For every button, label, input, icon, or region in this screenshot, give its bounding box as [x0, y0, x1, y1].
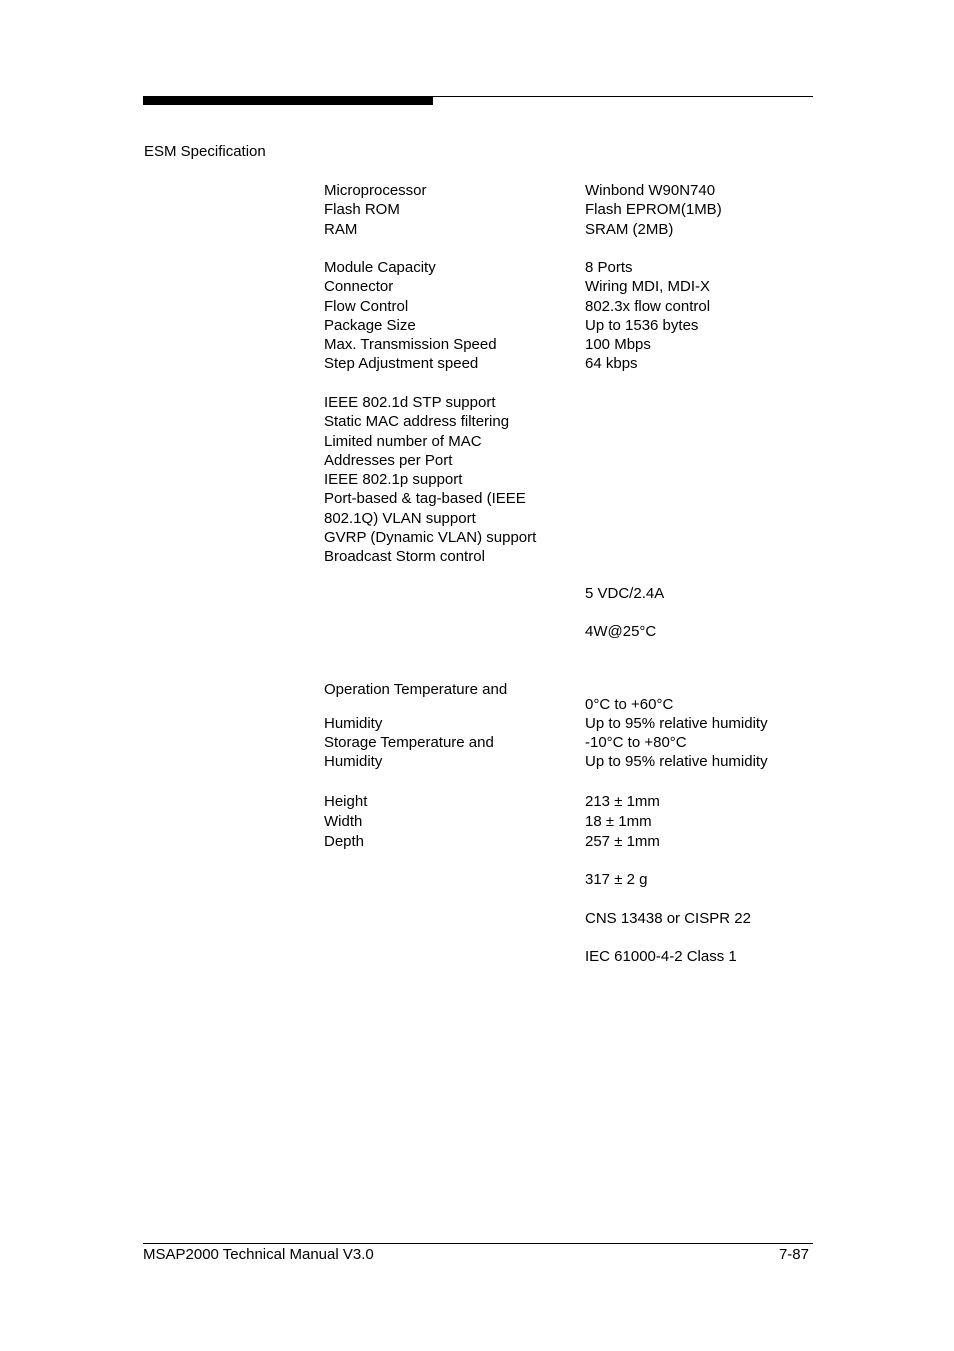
spec-value: Flash EPROM(1MB) [585, 201, 722, 219]
spec-value: 802.3x flow control [585, 297, 711, 315]
footer-rule [143, 1243, 813, 1244]
spec-label: Microprocessor [324, 182, 427, 199]
spec-label: Height [324, 793, 368, 810]
feature-item: GVRP (Dynamic VLAN) support [324, 529, 537, 547]
weight-value: 317 ± 2 g [585, 871, 648, 888]
spec-value: 64 kbps [585, 355, 638, 373]
emi-value: CNS 13438 or CISPR 22 [585, 910, 751, 927]
esd-value: IEC 61000-4-2 Class 1 [585, 948, 737, 965]
spec-value: Up to 1536 bytes [585, 316, 699, 334]
spec-value: 213 ± 1mm [585, 793, 660, 810]
feature-item: Broadcast Storm control [324, 548, 485, 566]
spec-value: 257 ± 1mm [585, 833, 660, 850]
hardware-values [585, 181, 722, 239]
storage-humidity-label: Humidity [324, 753, 383, 770]
dimension-labels [324, 792, 367, 852]
power-input: 5 VDC/2.4A [585, 585, 665, 602]
operation-temp-value: 0°C to +60°C [585, 696, 674, 713]
operation-temp-label: Operation Temperature and [324, 681, 508, 698]
feature-item: Limited number of MAC [324, 432, 482, 450]
ports-labels [324, 258, 497, 374]
feature-item: Addresses per Port [324, 451, 453, 469]
page-number: 7-87 [778, 1246, 809, 1263]
spec-value: Wiring MDI, MDI-X [585, 278, 710, 296]
storage-temp-label: Storage Temperature and [324, 734, 494, 751]
storage-temp-value: -10°C to +80°C [585, 734, 687, 751]
spec-label: Max. Transmission Speed [324, 336, 497, 354]
section-title: ESM Specification [144, 143, 266, 160]
feature-item: IEEE 802.1d STP support [324, 394, 496, 411]
spec-label: Connector [324, 278, 394, 296]
spec-value: 18 ± 1mm [585, 813, 652, 830]
hardware-labels [324, 181, 427, 239]
feature-item: 802.1Q) VLAN support [324, 509, 476, 527]
spec-value: 8 Ports [585, 259, 633, 276]
spec-label: Flash ROM [324, 201, 400, 219]
spec-label: Width [324, 813, 363, 830]
feature-item: Static MAC address filtering [324, 413, 510, 431]
spec-label: Step Adjustment speed [324, 355, 479, 373]
spec-label: Module Capacity [324, 259, 436, 276]
operation-humidity-label: Humidity [324, 715, 383, 732]
spec-label: RAM [324, 220, 358, 238]
features-list [324, 393, 536, 567]
spec-value: Winbond W90N740 [585, 182, 716, 199]
spec-value: 100 Mbps [585, 336, 651, 354]
storage-humidity-value: Up to 95% relative humidity [585, 753, 768, 770]
spec-label: Depth [324, 833, 365, 850]
spec-value: SRAM (2MB) [585, 220, 674, 238]
spec-label: Package Size [324, 316, 416, 334]
header-bar [143, 96, 433, 105]
footer-title: MSAP2000 Technical Manual V3.0 [143, 1246, 374, 1263]
spec-label: Flow Control [324, 297, 409, 315]
feature-item: IEEE 802.1p support [324, 471, 463, 489]
ports-values [585, 258, 710, 374]
operation-humidity-value: Up to 95% relative humidity [585, 715, 768, 732]
power-consumption: 4W@25°C [585, 623, 657, 640]
dimension-values [585, 792, 660, 852]
feature-item: Port-based & tag-based (IEEE [324, 490, 526, 508]
